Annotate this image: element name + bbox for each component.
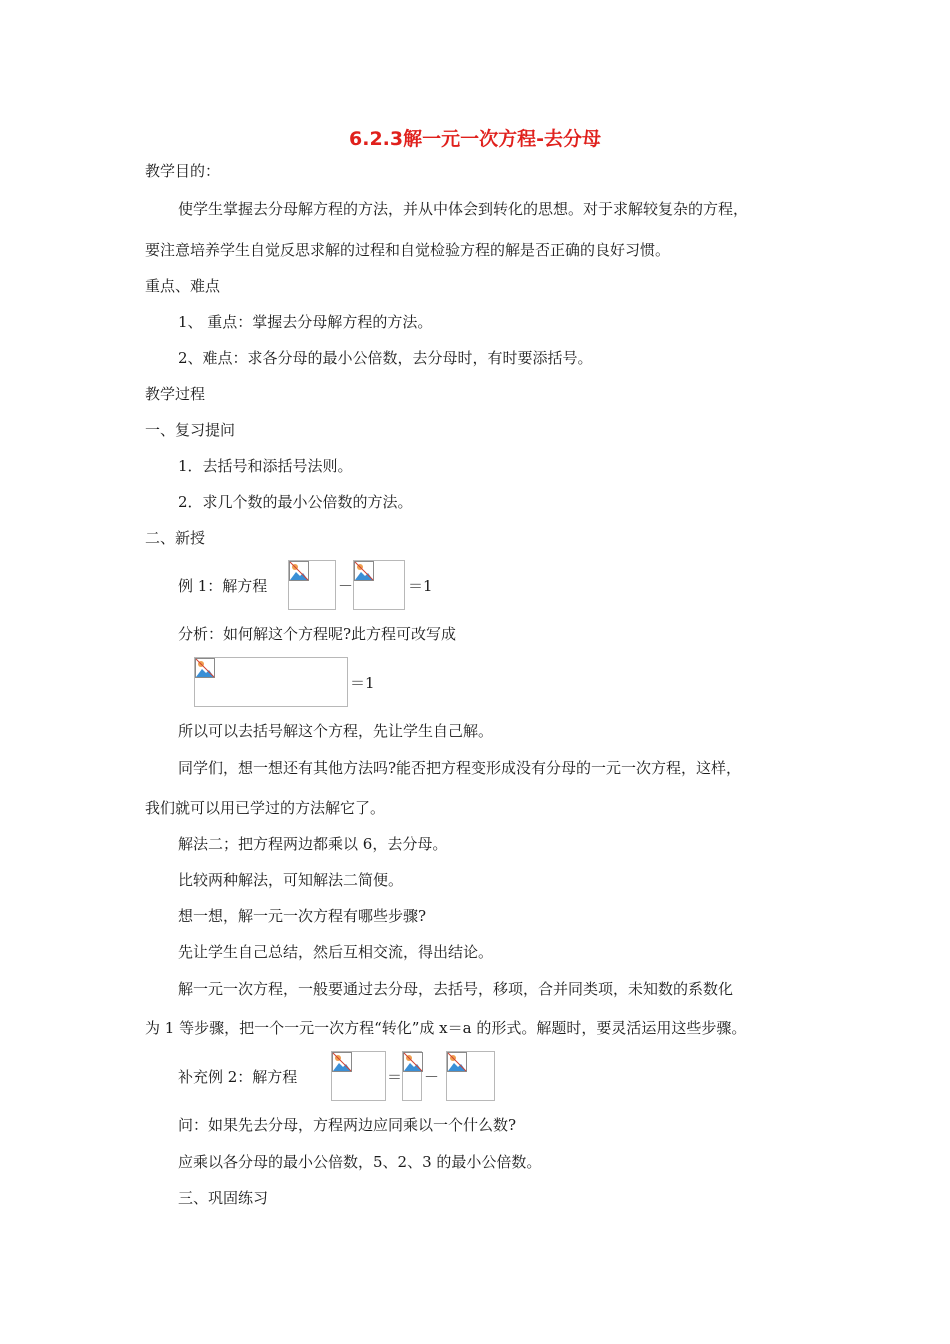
review-item-2: 2．求几个数的最小公倍数的方法。 bbox=[178, 493, 413, 511]
formula-image-placeholder bbox=[446, 1051, 495, 1101]
review-item-1: 1．去括号和添括号法则。 bbox=[178, 457, 353, 475]
broken-image-icon bbox=[332, 1052, 352, 1072]
key-point-2: 2、难点：求各分母的最小公倍数，去分母时，有时要添括号。 bbox=[178, 349, 593, 367]
body-line: 比较两种解法，可知解法二简便。 bbox=[178, 871, 404, 889]
broken-image-icon bbox=[403, 1052, 423, 1072]
formula-image-placeholder bbox=[331, 1051, 386, 1101]
equals-one: ＝1 bbox=[350, 674, 375, 692]
body-line: 同学们，想一想还有其他方法吗?能否把方程变形成没有分母的一元一次方程，这样， bbox=[178, 759, 742, 777]
example2-label: 补充例 2：解方程 bbox=[178, 1068, 298, 1086]
broken-image-icon bbox=[289, 561, 309, 581]
key-heading: 重点、难点 bbox=[145, 277, 221, 295]
body-line: 想一想，解一元一次方程有哪些步骤? bbox=[178, 907, 427, 925]
equals-one: ＝1 bbox=[408, 577, 433, 595]
goal-paragraph-line-2: 要注意培养学生自觉反思求解的过程和自觉检验方程的解是否正确的良好习惯。 bbox=[145, 241, 671, 259]
formula-image-placeholder bbox=[288, 560, 336, 610]
body-line: 解法二；把方程两边都乘以 6，去分母。 bbox=[178, 835, 448, 853]
minus-sign: － bbox=[424, 1068, 440, 1086]
body-line: 先让学生自己总结，然后互相交流，得出结论。 bbox=[178, 943, 494, 961]
review-heading: 一、复习提问 bbox=[145, 421, 236, 439]
key-point-1: 1、 重点：掌握去分母解方程的方法。 bbox=[178, 313, 433, 331]
example1-label: 例 1：解方程 bbox=[178, 577, 268, 595]
goal-paragraph-line-1: 使学生掌握去分母解方程的方法，并从中体会到转化的思想。对于求解较复杂的方程， bbox=[178, 200, 749, 218]
broken-image-icon bbox=[195, 658, 215, 678]
process-heading: 教学过程 bbox=[145, 385, 206, 403]
new-lesson-heading: 二、新授 bbox=[145, 529, 206, 547]
analysis-text: 分析：如何解这个方程呢?此方程可改写成 bbox=[178, 625, 457, 643]
body-line: 解一元一次方程，一般要通过去分母，去括号，移项，合并同类项，未知数的系数化 bbox=[178, 980, 734, 998]
practice-heading: 三、巩固练习 bbox=[178, 1189, 269, 1207]
formula-image-placeholder bbox=[402, 1051, 422, 1101]
answer-line: 应乘以各分母的最小公倍数，5、2、3 的最小公倍数。 bbox=[178, 1153, 542, 1171]
equals-sign: ＝ bbox=[387, 1068, 403, 1086]
body-line: 所以可以去括号解这个方程，先让学生自己解。 bbox=[178, 722, 494, 740]
formula-image-placeholder bbox=[194, 657, 348, 707]
minus-sign: － bbox=[338, 577, 354, 595]
goal-heading: 教学目的： bbox=[145, 162, 221, 180]
question-line: 问：如果先去分母，方程两边应同乘以一个什么数? bbox=[178, 1116, 517, 1134]
broken-image-icon bbox=[354, 561, 374, 581]
broken-image-icon bbox=[447, 1052, 467, 1072]
page-title: 6.2.3解一元一次方程-去分母 bbox=[349, 128, 601, 150]
body-line: 为 1 等步骤，把一个一元一次方程“转化”成 x＝a 的形式。解题时，要灵活运用这些步骤。 bbox=[145, 1019, 747, 1037]
formula-image-placeholder bbox=[353, 560, 405, 610]
body-line: 我们就可以用已学过的方法解它了。 bbox=[145, 799, 386, 817]
